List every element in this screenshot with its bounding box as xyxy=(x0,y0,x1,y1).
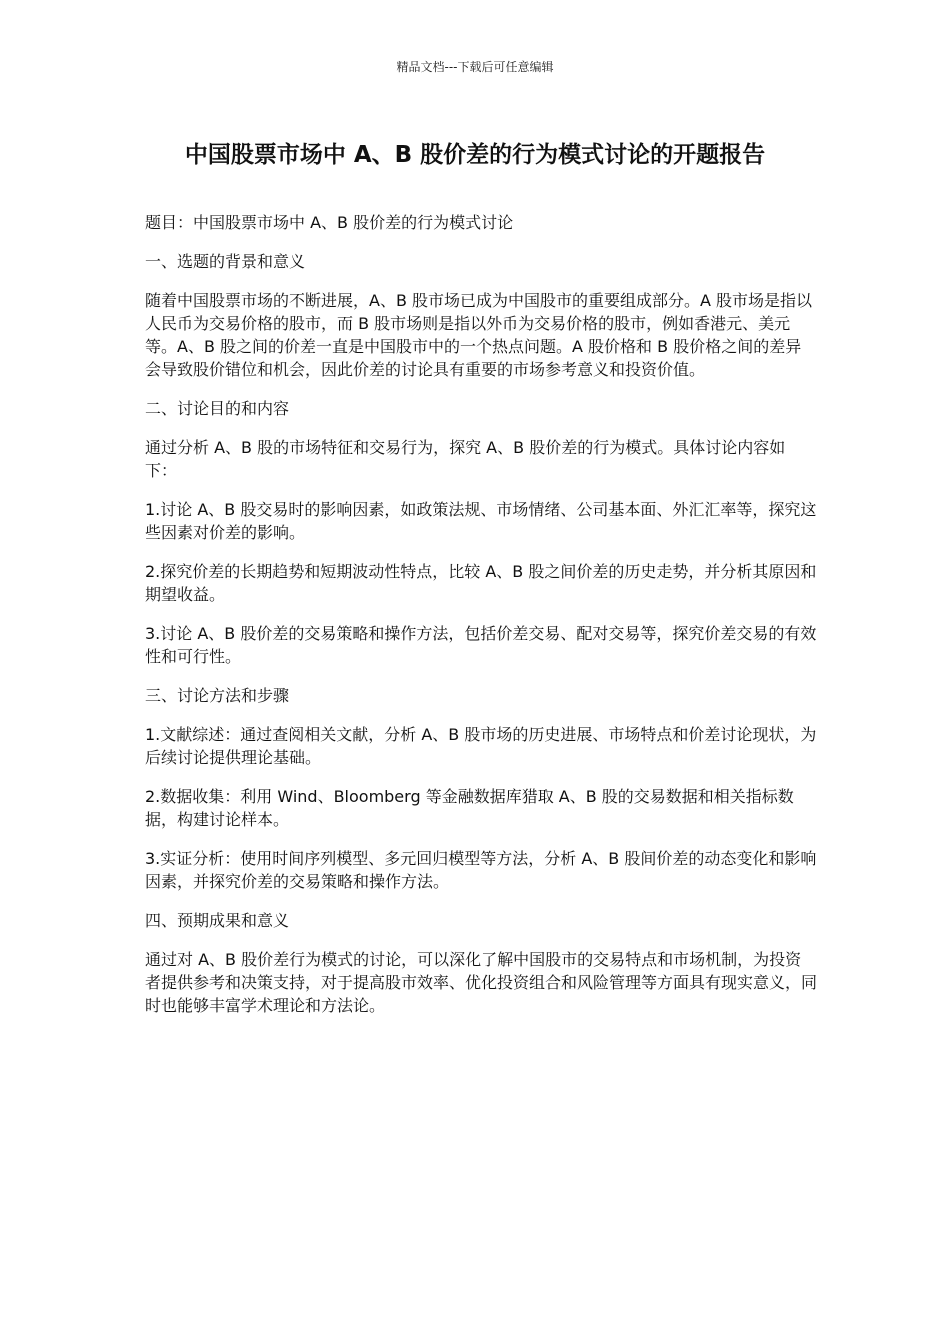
background-paragraph: 随着中国股票市场的不断进展，A、B 股市场已成为中国股市的重要组成部分。A 股市场是指以人民币为交易价格的股市，而 B 股市场则是指以外币为交易价格的股市，例如香港元、美元等。A、B 股之间的价差一直是中国股市中的一个热点问题。A 股价格和 B 股价格之间的差异会导致股价错位和机会，因此价差的讨论具有重要的市场参考意义和投资价值。 xyxy=(145,291,813,379)
method-item-1: 1.文献综述：通过查阅相关文献，分析 A、B 股市场的历史进展、市场特点和价差讨论现状，为后续讨论提供理论基础。 xyxy=(145,725,817,767)
purpose-item-2: 2.探究价差的长期趋势和短期波动性特点，比较 A、B 股之间价差的历史走势，并分析其原因和期望收益。 xyxy=(145,562,817,604)
purpose-item-1: 1.讨论 A、B 股交易时的影响因素，如政策法规、市场情绪、公司基本面、外汇汇率等，探究这些因素对价差的影响。 xyxy=(145,500,817,542)
section-heading-background: 一、选题的背景和意义 xyxy=(145,252,306,271)
method-item-3: 3.实证分析：使用时间序列模型、多元回归模型等方法，分析 A、B 股间价差的动态变化和影响因素，并探究价差的交易策略和操作方法。 xyxy=(145,849,817,891)
section-heading-purpose: 二、讨论目的和内容 xyxy=(145,399,290,418)
purpose-intro-paragraph: 通过分析 A、B 股的市场特征和交易行为，探究 A、B 股价差的行为模式。具体讨论内容如下： xyxy=(145,438,786,480)
method-item-2: 2.数据收集：利用 Wind、Bloomberg 等金融数据库猎取 A、B 股的交易数据和相关指标数据，构建讨论样本。 xyxy=(145,787,794,829)
page-header: 精品文档---下载后可任意编辑 xyxy=(396,60,554,74)
purpose-item-3: 3.讨论 A、B 股价差的交易策略和操作方法，包括价差交易、配对交易等，探究价差交易的有效性和可行性。 xyxy=(145,624,817,666)
document-title: 中国股票市场中 A、B 股价差的行为模式讨论的开题报告 xyxy=(184,142,766,168)
topic-line: 题目：中国股票市场中 A、B 股价差的行为模式讨论 xyxy=(145,213,514,232)
section-heading-methods: 三、讨论方法和步骤 xyxy=(145,686,290,705)
document-body xyxy=(145,211,817,1033)
outcomes-paragraph: 通过对 A、B 股价差行为模式的讨论，可以深化了解中国股市的交易特点和市场机制，为投资者提供参考和决策支持，对于提高股市效率、优化投资组合和风险管理等方面具有现实意义，同时也能够丰富学术理论和方法论。 xyxy=(145,950,818,1015)
section-heading-outcomes: 四、预期成果和意义 xyxy=(145,911,290,930)
